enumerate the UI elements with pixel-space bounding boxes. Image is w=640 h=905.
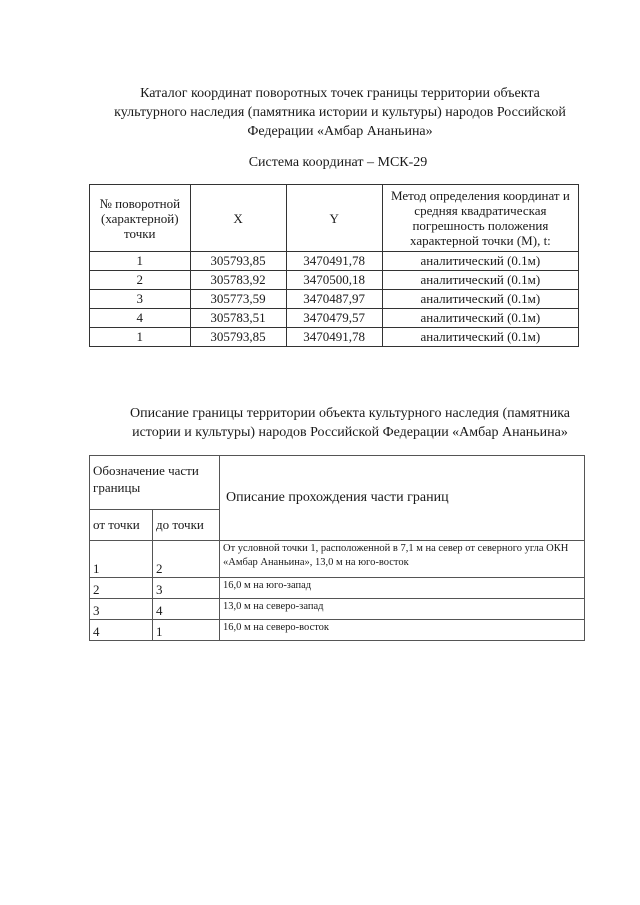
cell-from: 4 [90, 620, 153, 641]
header-description: Описание прохождения части границ [220, 456, 585, 541]
header-designation: Обозначение части границы [90, 456, 220, 510]
cell-description: 16,0 м на юго-запад [220, 578, 585, 599]
boundary-title-line-1: Описание границы территории объекта культурного наследия (памятника [129, 406, 571, 421]
catalog-title-line-3: Федерации «Амбар Ананьина» [247, 124, 433, 139]
table-row [90, 328, 579, 347]
table-row [90, 578, 585, 599]
cell-to: 3 [153, 578, 220, 599]
cell-method: аналитический (0.1м) [382, 328, 578, 347]
cell-to: 2 [153, 541, 220, 578]
header-x: X [190, 185, 286, 252]
catalog-title [80, 84, 600, 141]
table-row [90, 309, 579, 328]
table-row [90, 541, 585, 578]
cell-method: аналитический (0.1м) [382, 252, 578, 271]
boundary-title-line-2: истории и культуры) народов Российской Федерации «Амбар Ананьина» [132, 425, 568, 440]
cell-x: 305793,85 [190, 252, 286, 271]
cell-to: 1 [153, 620, 220, 641]
boundary-header-row [90, 456, 585, 510]
coordinate-system-label: Система координат – МСК-29 [248, 155, 428, 170]
table-row [90, 271, 579, 290]
cell-description: 16,0 м на северо-восток [220, 620, 585, 641]
catalog-title-line-1: Каталог координат поворотных точек границы территории объекта [140, 86, 540, 101]
table-row [90, 252, 579, 271]
header-from-point: от точки [90, 510, 153, 541]
cell-x: 305783,92 [190, 271, 286, 290]
coordinates-table [89, 184, 579, 347]
boundary-title [90, 404, 610, 442]
coordinates-header-row [90, 185, 579, 252]
cell-y: 3470491,78 [286, 252, 382, 271]
table-row [90, 620, 585, 641]
header-y: Y [286, 185, 382, 252]
cell-point: 1 [90, 252, 191, 271]
cell-y: 3470487,97 [286, 290, 382, 309]
cell-point: 4 [90, 309, 191, 328]
cell-x: 305773,59 [190, 290, 286, 309]
cell-from: 1 [90, 541, 153, 578]
header-point: № поворотной (характерной) точки [90, 185, 191, 252]
cell-method: аналитический (0.1м) [382, 309, 578, 328]
header-method: Метод определения координат и средняя квадратическая погрешность положения характерной точки (М), t: [382, 185, 578, 252]
cell-y: 3470500,18 [286, 271, 382, 290]
cell-point: 3 [90, 290, 191, 309]
cell-method: аналитический (0.1м) [382, 271, 578, 290]
cell-description: От условной точки 1, расположенной в 7,1 м на север от северного угла ОКН «Амбар Ананьина», 13,0 м на юго-восток [220, 541, 585, 578]
cell-from: 2 [90, 578, 153, 599]
cell-x: 305793,85 [190, 328, 286, 347]
cell-description: 13,0 м на северо-запад [220, 599, 585, 620]
cell-to: 4 [153, 599, 220, 620]
cell-method: аналитический (0.1м) [382, 290, 578, 309]
table-row [90, 290, 579, 309]
cell-point: 1 [90, 328, 191, 347]
table-row [90, 599, 585, 620]
cell-from: 3 [90, 599, 153, 620]
boundary-description-table [89, 455, 585, 641]
cell-y: 3470491,78 [286, 328, 382, 347]
cell-x: 305783,51 [190, 309, 286, 328]
cell-y: 3470479,57 [286, 309, 382, 328]
header-to-point: до точки [153, 510, 220, 541]
cell-point: 2 [90, 271, 191, 290]
catalog-title-line-2: культурного наследия (памятника истории и культуры) народов Российской [114, 105, 566, 120]
